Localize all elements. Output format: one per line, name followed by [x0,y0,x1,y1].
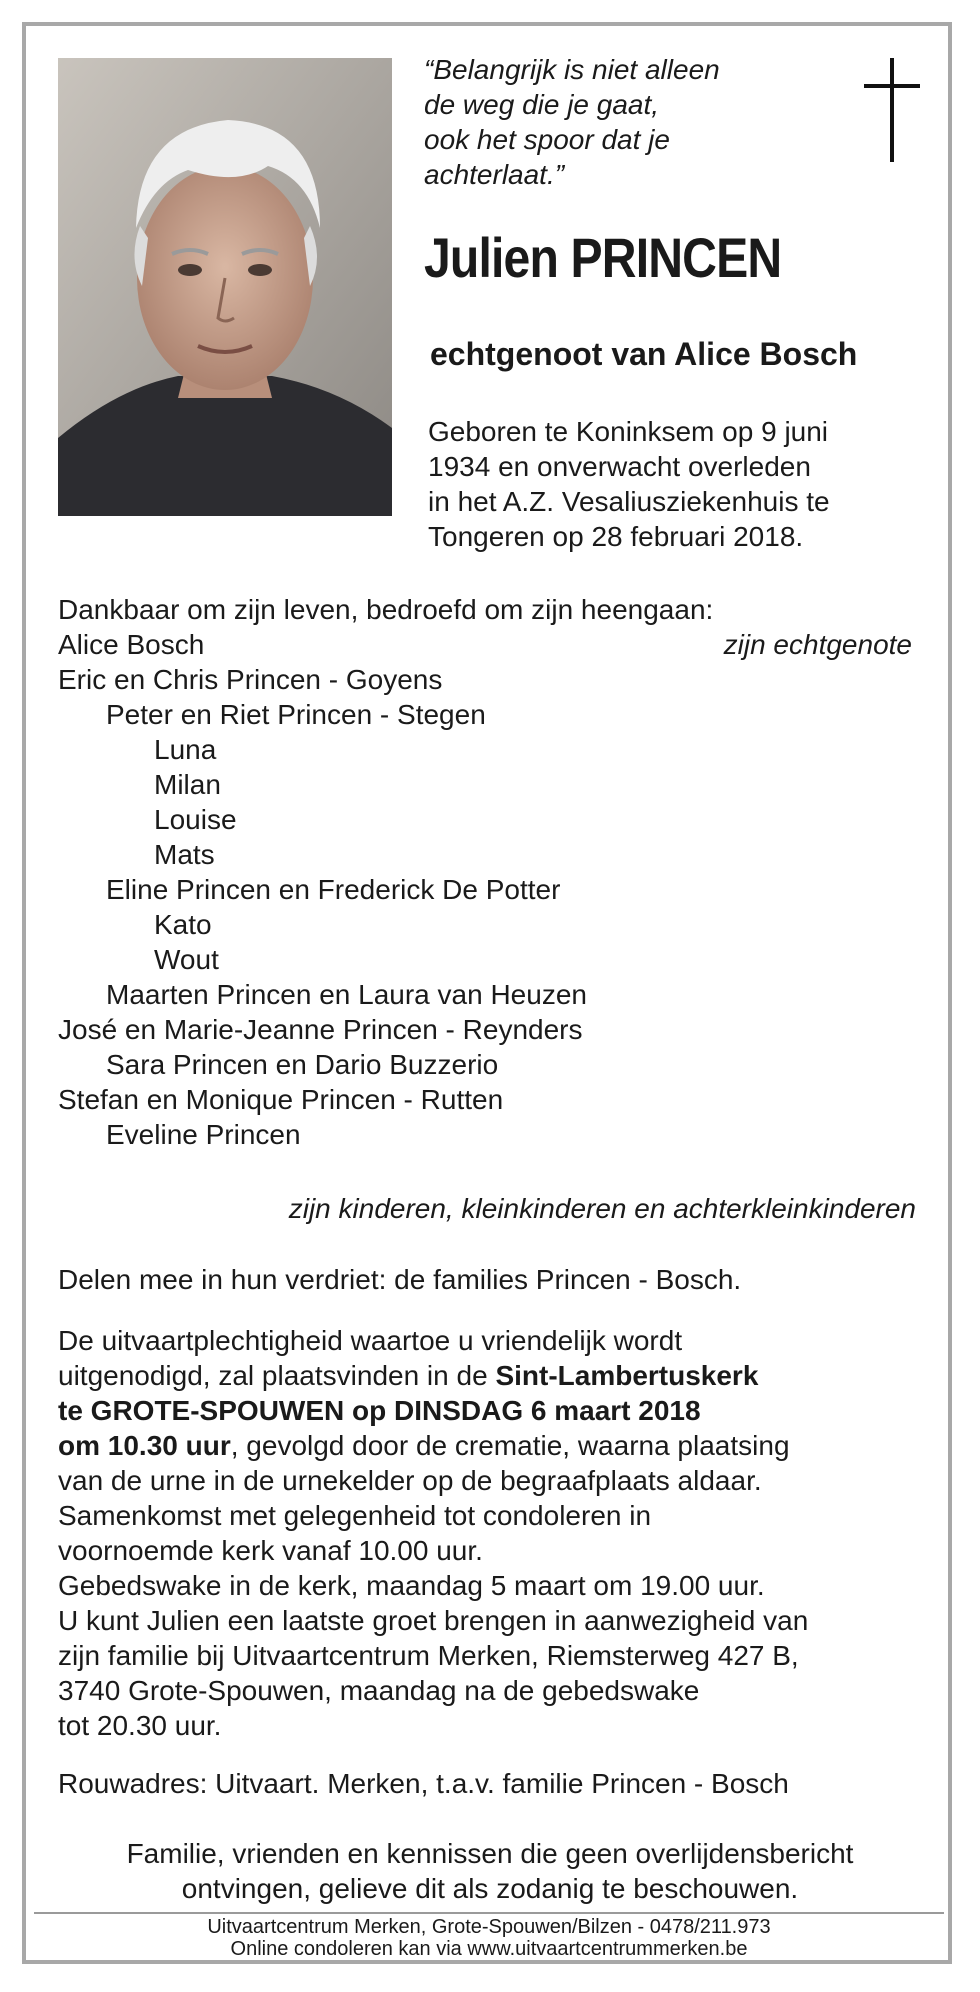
portrait-photo [58,58,392,516]
closing-notice [58,1836,922,1906]
spouse-mourner-name: Alice Bosch [58,629,205,660]
ceremony-line: zijn familie bij Uitvaartcentrum Merken, Riemsterweg 427 B, [58,1640,799,1671]
family-member: Maarten Princen en Laura van Heuzen [106,979,587,1010]
family-member: Louise [154,804,237,835]
ceremony-line: 3740 Grote-Spouwen, maandag na de gebedswake [58,1675,700,1706]
family-member: José en Marie-Jeanne Princen - Reynders [58,1014,583,1045]
deceased-name: Julien PRINCEN [424,226,782,289]
family-member: Luna [154,734,217,765]
ceremony-line: tot 20.30 uur. [58,1710,222,1741]
ceremony-line: Samenkomst met gelegenheid tot condoleren in [58,1500,652,1531]
family-member: Wout [154,944,219,975]
family-member: Eric en Chris Princen - Goyens [58,664,443,695]
spouse-mourner-line [58,627,912,662]
quote-line: ook het spoor dat je [424,124,670,155]
spouse-line: echtgenoot van Alice Bosch [430,336,858,372]
ceremony-time: om 10.30 uur [58,1430,231,1461]
ceremony-line [58,1358,938,1393]
family-member: Eline Princen en Frederick De Potter [106,874,561,905]
ceremony-place-date: te GROTE-SPOUWEN op DINSDAG 6 maart 2018 [58,1395,701,1426]
footer-website: Online condoleren kan via www.uitvaartcentrummerken.be [230,1938,748,1960]
ceremony-line: De uitvaartplechtigheid waartoe u vriendelijk wordt [58,1325,683,1356]
ceremony-line [58,1393,938,1428]
family-member: Mats [154,839,215,870]
ceremony-line: Gebedswake in de kerk, maandag 5 maart om 19.00 uur. [58,1570,765,1601]
family-list [58,662,587,1152]
birth-line: Geboren te Koninksem op 9 juni [428,416,829,447]
ceremony-details [58,1323,938,1743]
family-member: Sara Princen en Dario Buzzerio [106,1049,499,1080]
footer-divider [34,1912,944,1914]
children-relation: zijn kinderen, kleinkinderen en achterkleinkinderen [288,1193,916,1224]
birth-death-details [428,414,898,554]
birth-line: in het A.Z. Vesaliusziekenhuis te [428,486,830,517]
mourners-intro: Dankbaar om zijn leven, bedroefd om zijn heengaan: [58,594,714,625]
ceremony-text: uitgenodigd, zal plaatsvinden in de [58,1360,496,1391]
ceremony-line: U kunt Julien een laatste groet brengen in aanwezigheid van [58,1605,809,1636]
ceremony-line [58,1428,938,1463]
share-grief-line: Delen mee in hun verdriet: de families Princen - Bosch. [58,1264,742,1295]
quote-line: de weg die je gaat, [424,89,660,120]
ceremony-text: , gevolgd door de crematie, waarna plaatsing [230,1430,790,1461]
family-member: Eveline Princen [106,1119,301,1150]
ceremony-line: van de urne in de urnekelder op de begraafplaats aldaar. [58,1465,762,1496]
family-member: Peter en Riet Princen - Stegen [106,699,486,730]
footer-contact: Uitvaartcentrum Merken, Grote-Spouwen/Bilzen - 0478/211.973 [207,1916,771,1938]
church-name: Sint-Lambertuskerk [495,1360,759,1391]
mourning-address: Rouwadres: Uitvaart. Merken, t.a.v. familie Princen - Bosch [58,1768,789,1799]
spouse-relation: zijn echtgenote [723,629,912,660]
latin-cross-icon [862,58,922,162]
ceremony-line: voornoemde kerk vanaf 10.00 uur. [58,1535,483,1566]
family-member: Milan [154,769,221,800]
family-member: Stefan en Monique Princen - Rutten [58,1084,504,1115]
footer [34,1916,944,1960]
birth-line: 1934 en onverwacht overleden [428,451,811,482]
birth-line: Tongeren op 28 februari 2018. [428,521,804,552]
notice-line: Familie, vrienden en kennissen die geen overlijdensbericht [126,1838,854,1869]
quote-line: achterlaat.” [424,159,565,190]
quote-line: “Belangrijk is niet alleen [424,54,720,85]
portrait-illustration [58,58,392,516]
notice-line: ontvingen, gelieve dit als zodanig te beschouwen. [181,1873,799,1904]
quote [424,52,824,192]
family-member: Kato [154,909,212,940]
